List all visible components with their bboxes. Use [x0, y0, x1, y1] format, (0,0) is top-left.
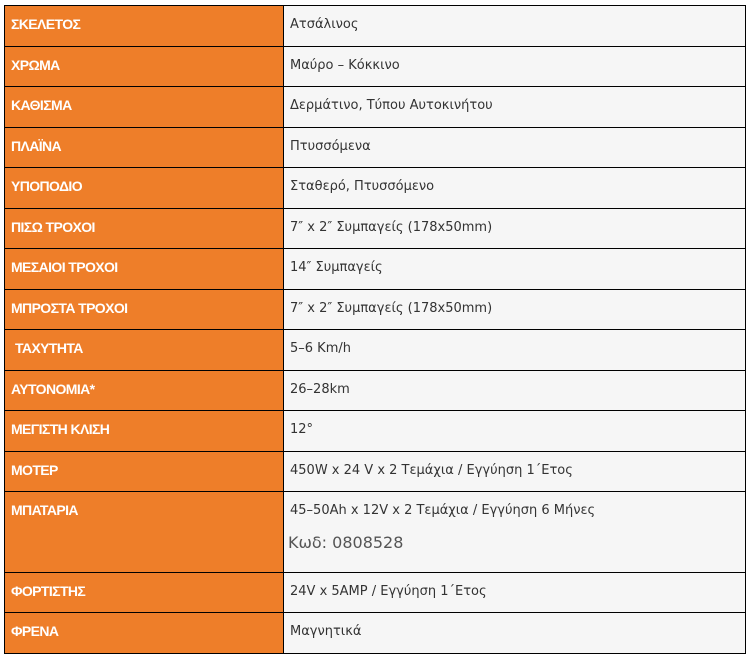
spec-label-cell	[5, 452, 284, 492]
spec-label: ΦΡΕΝΑ	[11, 623, 59, 639]
spec-row-max-incline	[5, 411, 746, 452]
spec-label: ΚΑΘΙΣΜΑ	[11, 97, 72, 113]
spec-value: 7″ x 2″ Συμπαγείς (178x50mm)	[290, 301, 493, 316]
spec-value-cell	[284, 6, 746, 47]
spec-value-cell	[284, 371, 746, 411]
spec-value-cell	[284, 492, 746, 573]
spec-label: ΑΥΤΟΝΟΜΙΑ*	[11, 381, 95, 397]
spec-label: ΠΙΣΩ ΤΡΟΧΟΙ	[11, 219, 95, 235]
spec-label-cell	[5, 168, 284, 209]
spec-label: ΜΠΑΤΑΡΙΑ	[11, 502, 78, 518]
spec-value-cell	[284, 168, 746, 209]
spec-value-cell	[284, 573, 746, 613]
spec-value: Μαγνητικά	[290, 624, 362, 639]
spec-value-cell	[284, 290, 746, 330]
spec-label-cell	[5, 492, 284, 573]
spec-value: Πτυσσόμενα	[290, 139, 371, 154]
spec-label-cell	[5, 47, 284, 87]
spec-label: ΦΟΡΤΙΣΤΗΣ	[11, 583, 86, 599]
spec-value-cell	[284, 87, 746, 128]
spec-value-cell	[284, 47, 746, 87]
spec-label-cell	[5, 371, 284, 411]
spec-label-cell	[5, 249, 284, 290]
spec-value: 14″ Συμπαγείς	[290, 260, 383, 275]
spec-row-range	[5, 371, 746, 411]
spec-value: Μαύρο – Κόκκινο	[290, 58, 400, 73]
spec-label-cell	[5, 613, 284, 654]
spec-row-front-wheels	[5, 290, 746, 330]
spec-row-middle-wheels	[5, 249, 746, 290]
spec-value-cell	[284, 128, 746, 168]
spec-value: 7″ x 2″ Συμπαγείς (178x50mm)	[290, 220, 493, 235]
spec-value: 26–28km	[290, 382, 350, 397]
spec-row-battery	[5, 492, 746, 573]
spec-value: Ατσάλινος	[290, 17, 359, 32]
spec-label: ΣΚΕΛΕΤΟΣ	[11, 16, 81, 32]
spec-row-rear-wheels	[5, 209, 746, 249]
spec-label: ΤΑΧΥΤΗΤΑ	[15, 340, 83, 356]
spec-row-color	[5, 47, 746, 87]
spec-row-frame	[5, 6, 746, 47]
spec-row-footrest	[5, 168, 746, 209]
spec-label-cell	[5, 411, 284, 452]
spec-row-charger	[5, 573, 746, 613]
spec-value: 24V x 5AMP / Εγγύηση 1΄Ετος	[290, 584, 487, 599]
spec-label: ΠΛΑΪΝΑ	[11, 138, 62, 154]
spec-label-cell	[5, 87, 284, 128]
spec-row-speed	[5, 330, 746, 371]
spec-value: 5–6 Km/h	[290, 341, 351, 356]
spec-label-cell	[5, 209, 284, 249]
spec-label: ΥΠΟΠΟΔΙΟ	[11, 178, 83, 194]
spec-label-cell	[5, 290, 284, 330]
spec-value: Σταθερό, Πτυσσόμενο	[290, 179, 435, 194]
spec-value: 12°	[290, 422, 314, 437]
spec-row-brakes	[5, 613, 746, 654]
spec-label: ΜΕΣΑΙΟΙ ΤΡΟΧΟΙ	[11, 259, 118, 275]
spec-value-cell	[284, 613, 746, 654]
spec-value: 450W x 24 V x 2 Τεμάχια / Εγγύηση 1΄Ετος	[290, 463, 573, 478]
spec-value-cell	[284, 249, 746, 290]
spec-row-motor	[5, 452, 746, 492]
spec-row-seat	[5, 87, 746, 128]
spec-label: ΜΟΤΕΡ	[11, 462, 58, 478]
spec-value: Δερμάτινο, Τύπου Αυτοκινήτου	[290, 98, 493, 113]
spec-label-cell	[5, 330, 284, 371]
spec-value-cell	[284, 209, 746, 249]
spec-label-cell	[5, 6, 284, 47]
spec-value: 45–50Ah x 12V x 2 Τεμάχια / Εγγύηση 6 Μήνες	[290, 503, 596, 518]
specifications-table	[4, 5, 746, 654]
spec-label: ΧΡΩΜΑ	[11, 57, 60, 73]
spec-label: ΜΕΓΙΣΤΗ ΚΛΙΣΗ	[11, 421, 110, 437]
product-code: Κωδ: 0808528	[288, 533, 404, 552]
spec-value-cell	[284, 411, 746, 452]
spec-label: ΜΠΡΟΣΤΑ ΤΡΟΧΟΙ	[11, 300, 128, 316]
spec-label-cell	[5, 128, 284, 168]
spec-value-cell	[284, 330, 746, 371]
spec-row-armrests	[5, 128, 746, 168]
spec-value-cell	[284, 452, 746, 492]
spec-label-cell	[5, 573, 284, 613]
